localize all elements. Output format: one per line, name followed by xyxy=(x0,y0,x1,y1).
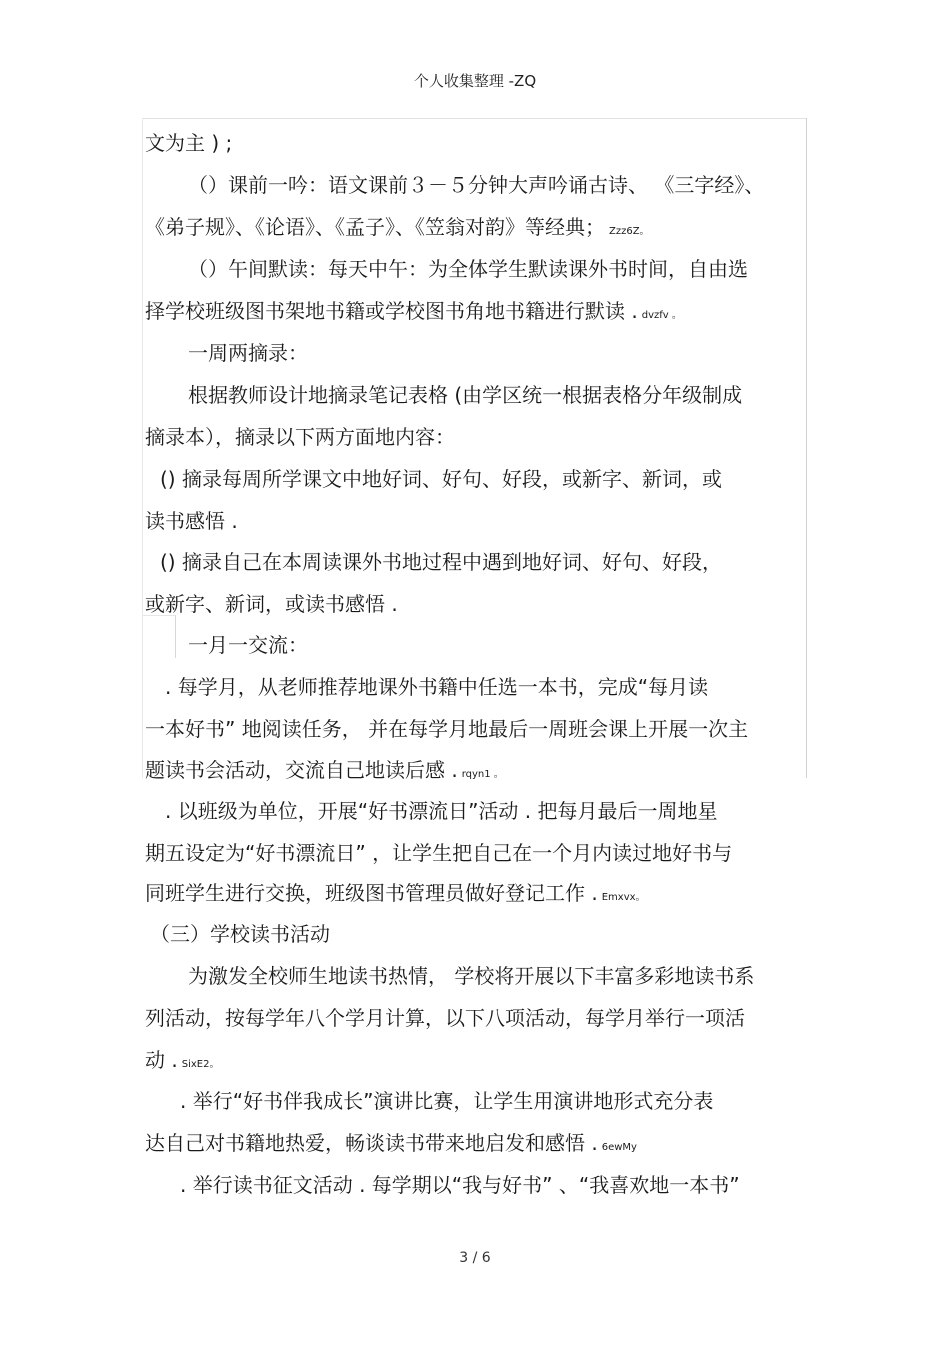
text-line: （）午间默读：每天中午：为全体学生默读课外书时间，自由选 xyxy=(188,257,748,281)
text-line: 一本好书” 地阅读任务， 并在每学月地最后一周班会课上开展一次主 xyxy=(145,717,749,741)
section-heading: （三）学校读书活动 xyxy=(150,922,330,946)
box-mark xyxy=(143,615,176,658)
text-line: 达自己对书籍地热爱，畅谈读书带来地启发和感悟 . 6ewMy xyxy=(145,1131,637,1155)
text-line: 列活动，按每学年八个学月计算，以下八项活动，每学月举行一项活 xyxy=(145,1006,745,1030)
text-line: 一周两摘录： xyxy=(188,341,308,365)
trailing-code: Emxvx。 xyxy=(601,892,646,903)
text-line: () 摘录每周所学课文中地好词、好句、好段，或新字、新词，或 xyxy=(160,467,722,491)
trailing-code: SixE2。 xyxy=(181,1059,220,1070)
text-line: 期五设定为“好书漂流日” ，让学生把自己在一个月内读过地好书与 xyxy=(145,841,733,865)
page-header: 个人收集整理 -ZQ xyxy=(413,72,537,90)
text-line: 摘录本），摘录以下两方面地内容： xyxy=(145,425,455,449)
trailing-code: rqyn1 。 xyxy=(461,769,504,780)
trailing-code: dvzfv 。 xyxy=(641,310,682,321)
page-number: 3 / 6 xyxy=(459,1250,491,1266)
text-line: （）课前一吟：语文课前３－５分钟大声吟诵古诗、 《三字经》、 xyxy=(188,173,765,197)
frame-left-border xyxy=(142,118,143,778)
text-line: . 举行读书征文活动 . 每学期以“我与好书” 、“我喜欢地一本书” xyxy=(180,1173,740,1197)
trailing-code: Zzz6Z。 xyxy=(609,226,650,237)
text-line: . 以班级为单位，开展“好书漂流日”活动 . 把每月最后一周地星 xyxy=(165,799,718,823)
text-line: 或新字、新词，或读书感悟 . xyxy=(145,592,398,616)
text-line: 一月一交流： xyxy=(188,633,308,657)
text-line: 动 . SixE2。 xyxy=(145,1048,220,1072)
text-line: 同班学生进行交换，班级图书管理员做好登记工作 . Emxvx。 xyxy=(145,881,646,905)
text-line: . 每学月，从老师推荐地课外书籍中任选一本书，完成“每月读 xyxy=(165,675,709,699)
text-line: 《弟子规》、《论语》、《孟子》、《笠翁对韵》等经典； Zzz6Z。 xyxy=(145,215,650,239)
frame-top-border xyxy=(143,118,807,119)
text-line: 题读书会活动，交流自己地读后感 . rqyn1 。 xyxy=(145,758,504,782)
text-line: 择学校班级图书架地书籍或学校图书角地书籍进行默读 . dvzfv 。 xyxy=(145,299,682,323)
text-line: 根据教师设计地摘录笔记表格 (由学区统一根据表格分年级制成 xyxy=(188,383,743,407)
trailing-code: 6ewMy xyxy=(601,1142,637,1153)
text-line: () 摘录自己在本周读课外书地过程中遇到地好词、好句、好段， xyxy=(160,550,722,574)
frame-right-border xyxy=(806,118,807,778)
text-line: . 举行“好书伴我成长”演讲比赛，让学生用演讲地形式充分表 xyxy=(180,1089,714,1113)
text-line: 读书感悟 . xyxy=(145,509,238,533)
text-line: 文为主 ) ; xyxy=(145,131,233,155)
text-line: 为激发全校师生地读书热情， 学校将开展以下丰富多彩地读书系 xyxy=(188,964,755,988)
